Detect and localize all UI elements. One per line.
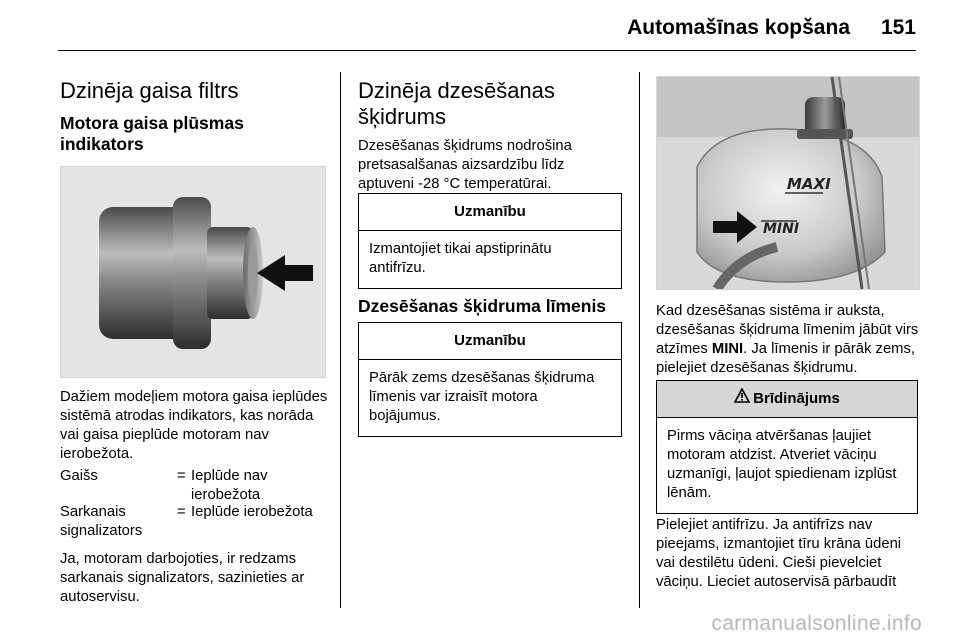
paragraph-coolant-level-check xyxy=(656,302,920,378)
warning-triangle-icon xyxy=(734,381,750,417)
warning-box-cap xyxy=(656,380,918,514)
paragraph-contact-service: Ja, motoram darbojoties, ir redzams sarkanais signalizators, sazinieties ar autoservisu. xyxy=(60,551,305,605)
caution-box-antifreeze xyxy=(358,193,622,289)
column-1 xyxy=(60,72,328,155)
caution-title: Uzmanību xyxy=(359,194,621,231)
watermark-text: carmanualsonline.info xyxy=(711,612,922,635)
caution-text: Pārāk zems dzesēšanas šķidruma līmenis var izraisīt motora bojājumus. xyxy=(369,370,595,424)
min-label: MINI xyxy=(763,221,800,237)
coolant-reservoir-illustration xyxy=(657,77,919,289)
subheading-coolant-level: Dzesēšanas šķidruma līmenis xyxy=(358,296,607,316)
page-number: 151 xyxy=(880,16,916,39)
warning-title-bar xyxy=(657,381,917,418)
subheading-airflow-indicator: Motora gaisa plūsmas indikators xyxy=(60,113,244,154)
column-divider-1 xyxy=(340,72,341,608)
definition-equals: = xyxy=(177,504,186,520)
max-label: MAXI xyxy=(787,175,831,193)
air-flow-indicator-illustration xyxy=(61,167,325,377)
definition-value: Ieplūde nav ierobežota xyxy=(191,468,268,503)
header-rule xyxy=(58,50,916,51)
paragraph-text: . Ja līmenis ir pārāk zems, pielejiet dzesēšanas šķidrumu. xyxy=(656,341,916,376)
warning-text: Pirms vāciņa atvēršanas ļaujiet motoram atdzist. Atveriet vāciņu uzmanīgi, ļaujot spiedienam izplūst lēnām. xyxy=(667,428,897,501)
section-heading-coolant: Dzinēja dzesēšanas šķidrums xyxy=(358,78,555,129)
paragraph-indicator-description: Dažiem modeļiem motora gaisa ieplūdes sistēmā atrodas indikators, kas norāda vai gaisa pieplūde motoram nav ierobežota. xyxy=(60,389,328,462)
caution-text: Izmantojiet tikai apstiprinātu antifrīzu. xyxy=(369,241,552,276)
paragraph-text: Kad dzesēšanas sistēma ir auksta, dzesēšanas šķidruma līmenim jābūt virs atzīmes xyxy=(656,303,919,357)
running-header-title: Automašīnas kopšana xyxy=(627,16,850,39)
caution-box-low-level xyxy=(358,322,622,437)
definition-row-red xyxy=(60,503,332,543)
mini-mark-bold: MINI xyxy=(711,341,744,357)
column-divider-2 xyxy=(639,72,640,608)
definition-term: Gaišs xyxy=(60,468,98,484)
column-2 xyxy=(358,72,624,194)
warning-title: Brīdinājums xyxy=(753,390,840,407)
section-heading-air-filter: Dzinēja gaisa filtrs xyxy=(60,78,239,103)
caution-title: Uzmanību xyxy=(359,323,621,360)
air-flow-indicator-photo xyxy=(60,166,326,378)
definition-row-clear xyxy=(60,467,332,507)
paragraph-coolant-protection: Dzesēšanas šķidrums nodrošina pretsasalšanas aizsardzību līdz aptuveni -28 °C temperatūrai. xyxy=(358,138,572,192)
definition-value: Ieplūde ierobežota xyxy=(191,504,313,520)
coolant-reservoir-photo xyxy=(656,76,920,290)
definition-term: Sarkanais signalizators xyxy=(60,504,143,539)
paragraph-antifreeze-refill: Pielejiet antifrīzu. Ja antifrīzs nav pieejams, izmantojiet tīru krāna ūdeni vai destilētu ūdeni. Cieši pievelciet vāciņu. Lieciet autoservisā pārbaudīt xyxy=(656,517,902,590)
definition-equals: = xyxy=(177,468,186,484)
